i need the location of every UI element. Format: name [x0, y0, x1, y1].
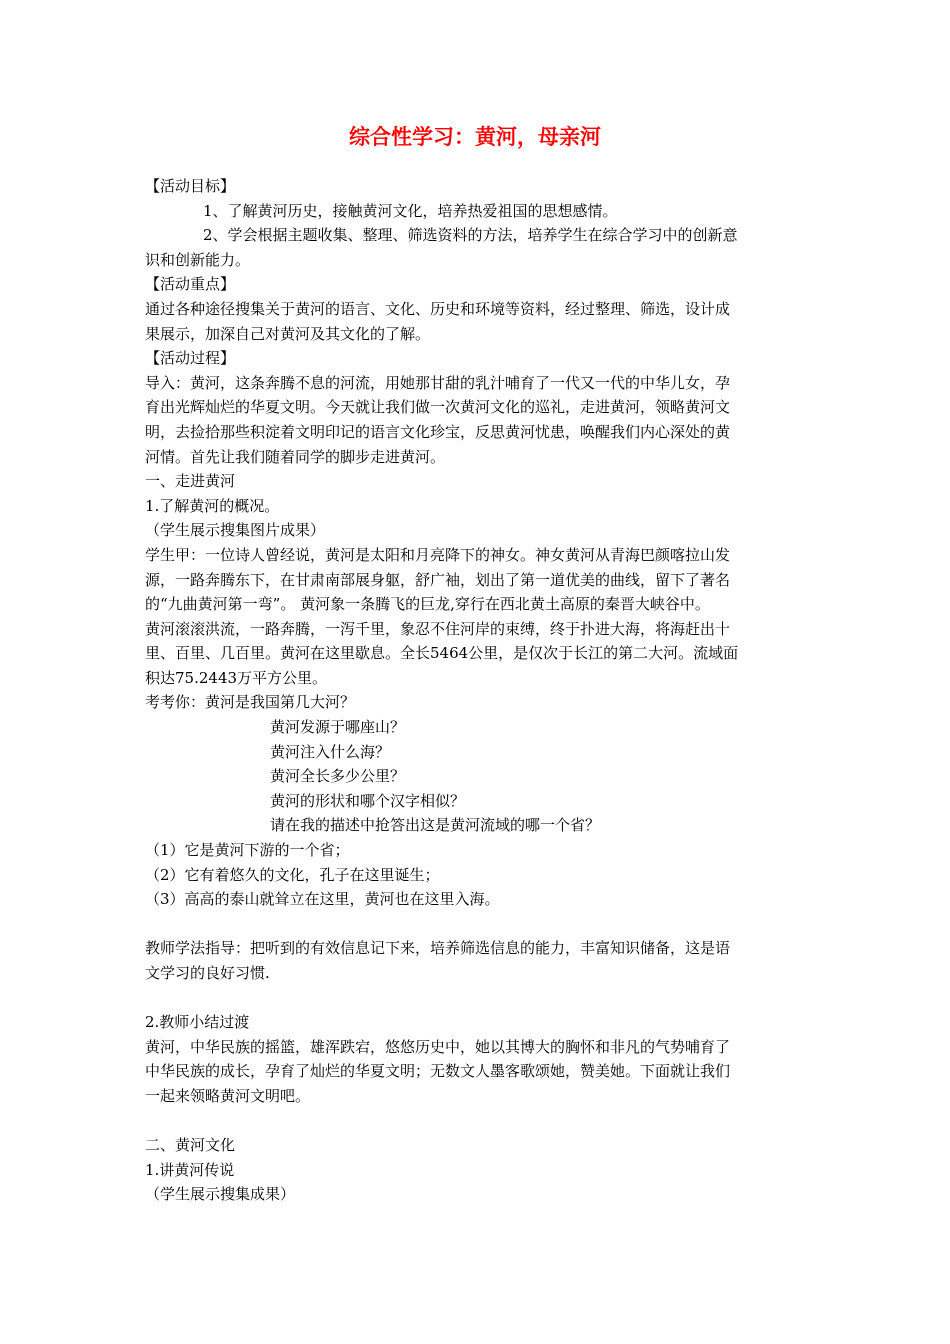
- part1-step-1: 1.了解黄河的概况。: [145, 496, 280, 515]
- student-a-line-2: 源，一路奔腾东下，在甘肃南部展身躯，舒广袖，划出了第一道优美的曲线，留下了著名: [145, 570, 731, 589]
- clue-3: （3）高高的泰山就耸立在这里，黄河也在这里入海。: [145, 890, 500, 909]
- goal-heading: 【活动目标】: [145, 177, 236, 195]
- quiz-question-3: 黄河全长多少公里？: [270, 767, 406, 786]
- summary-line-2: 中华民族的成长，孕育了灿烂的华夏文明；无数文人墨客歌颂她，赞美她。下面就让我们: [145, 1062, 731, 1081]
- quiz-question-5: 请在我的描述中抢答出这是黄河流域的哪一个省？: [270, 816, 601, 835]
- clue-2: （2）它有着悠久的文化，孔子在这里诞生；: [145, 865, 440, 884]
- part2-step-1: 1.讲黄河传说: [145, 1160, 235, 1179]
- part1-heading: 一、走进黄河: [145, 472, 236, 491]
- student-a-line-5: 里、百里、几百里。黄河在这里歇息。全长5464公里，是仅次于长江的第二大河。流域面: [145, 644, 739, 663]
- intro-line-1: 导入：黄河，这条奔腾不息的河流，用她那甘甜的乳汁哺育了一代又一代的中华儿女，孕: [145, 373, 731, 392]
- quiz-question-2: 黄河注入什么海？: [270, 742, 391, 761]
- quiz-intro: 考考你：黄河是我国第几大河？: [145, 693, 356, 712]
- student-a-line-4: 黄河滚滚洪流，一路奔腾，一泻千里，象忍不住河岸的束缚，终于扑进大海，将海赶出十: [145, 619, 731, 638]
- goal-item-1: 1、了解黄河历史，接触黄河文化，培养热爱祖国的思想感情。: [203, 201, 618, 220]
- goal-item-2-line-2: 识和创新能力。: [145, 250, 251, 269]
- summary-line-3: 一起来领略黄河文明吧。: [145, 1086, 311, 1105]
- spacer: [145, 912, 805, 937]
- document-body: [145, 174, 805, 1207]
- intro-line-4: 河情。首先让我们随着同学的脚步走进黄河。: [145, 447, 446, 466]
- goal-item-2-line-1: 2、学会根据主题收集、整理、筛选资料的方法，培养学生在综合学习中的创新意: [203, 226, 738, 245]
- spacer: [145, 986, 805, 1011]
- teacher-guide-line-1: 教师学法指导：把听到的有效信息记下来，培养筛选信息的能力，丰富知识储备，这是语: [145, 939, 731, 958]
- spacer: [145, 1109, 805, 1134]
- clue-1: （1）它是黄河下游的一个省；: [145, 841, 350, 860]
- part2-heading: 二、黄河文化: [145, 1136, 236, 1155]
- part2-show-note: （学生展示搜集成果）: [145, 1185, 296, 1204]
- process-heading: 【活动过程】: [145, 349, 236, 368]
- focus-text-line-1: 通过各种途径搜集关于黄河的语言、文化、历史和环境等资料，经过整理、筛选，设计成: [145, 299, 731, 318]
- quiz-question-1: 黄河发源于哪座山？: [270, 718, 406, 737]
- intro-line-2: 育出光辉灿烂的华夏文明。今天就让我们做一次黄河文化的巡礼，走进黄河，领略黄河文: [145, 398, 731, 417]
- intro-line-3: 明，去捡拾那些积淀着文明印记的语言文化珍宝，反思黄河忧患，唤醒我们内心深处的黄: [145, 422, 731, 441]
- student-a-line-1: 学生甲：一位诗人曾经说，黄河是太阳和月亮降下的神女。神女黄河从青海巴颜喀拉山发: [145, 545, 731, 564]
- part1-show-note: （学生展示搜集图片成果）: [145, 521, 326, 540]
- focus-text-line-2: 果展示，加深自己对黄河及其文化的了解。: [145, 324, 431, 343]
- student-a-line-3: 的“九曲黄河第一弯”。 黄河象一条腾飞的巨龙,穿行在西北黄土高原的秦晋大峡谷中。: [145, 595, 710, 614]
- page-title: 综合性学习：黄河，母亲河: [349, 125, 601, 149]
- student-a-line-6: 积达75.2443万平方公里。: [145, 668, 328, 687]
- part1-step-2: 2.教师小结过渡: [145, 1013, 250, 1032]
- teacher-guide-line-2: 文学习的良好习惯.: [145, 964, 270, 982]
- focus-heading: 【活动重点】: [145, 275, 236, 294]
- summary-line-1: 黄河，中华民族的摇篮，雄浑跌宕，悠悠历史中，她以其博大的胸怀和非凡的气势哺育了: [145, 1037, 731, 1056]
- quiz-question-4: 黄河的形状和哪个汉字相似？: [270, 791, 466, 810]
